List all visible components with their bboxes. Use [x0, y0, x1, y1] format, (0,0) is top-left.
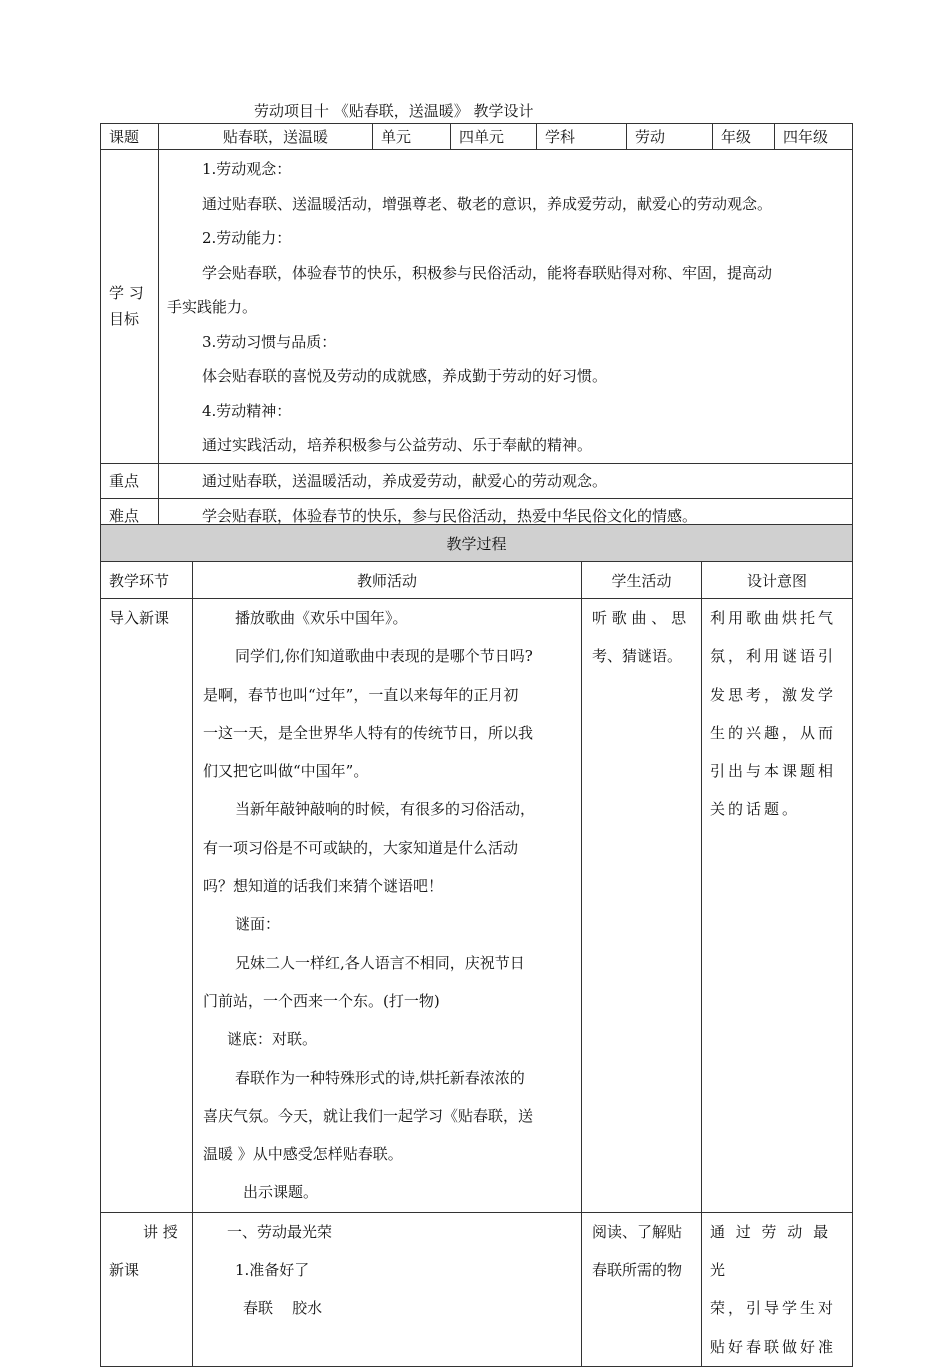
col-intent: 设计意图 [702, 562, 853, 599]
teacher-line: 一、劳动最光荣 [227, 1222, 333, 1241]
lesson-teacher [193, 1212, 582, 1366]
topic-label: 课题 [101, 124, 159, 150]
lesson-stage [101, 1212, 193, 1366]
teacher-line: 一这一天，是全世界华人特有的传统节日，所以我 [203, 723, 534, 742]
difficulty-label: 难点 [101, 498, 159, 533]
grade-label: 年级 [713, 124, 775, 150]
intent-line: 引出与本课题相 [710, 762, 837, 781]
teacher-line: 门前站，一个西来一个东。(打一物) [203, 991, 440, 1010]
student-line: 听 歌 曲 、 思 [592, 609, 687, 627]
objective-line: 2.劳动能力： [202, 229, 292, 247]
intro-stage: 导入新课 [101, 599, 193, 1213]
teacher-line: 谜底：对联。 [227, 1030, 318, 1049]
objective-line: 通过实践活动，培养积极参与公益劳动、乐于奉献的精神。 [202, 436, 593, 454]
lesson-row [101, 1212, 853, 1366]
key-point-label: 重点 [101, 463, 159, 498]
teacher-line: 同学们,你们知道歌曲中表现的是哪个节日吗? [235, 647, 533, 666]
objectives-label-line1: 学 习 [109, 284, 144, 303]
objectives-label-line2: 目标 [109, 310, 140, 329]
objective-line: 体会贴春联的喜悦及劳动的成就感，养成勤于劳动的好习惯。 [202, 367, 608, 385]
grade-value: 四年级 [775, 124, 853, 150]
lesson-intent [702, 1212, 853, 1366]
teacher-line: 1.准备好了 [235, 1261, 310, 1280]
objective-line: 1.劳动观念： [202, 160, 292, 178]
intro-intent [702, 599, 853, 1213]
intent-line: 荣，引导学生对 [710, 1299, 837, 1318]
teacher-line: 喜庆气氛。今天，就让我们一起学习《贴春联，送 [203, 1106, 534, 1125]
overview-table [100, 123, 853, 534]
process-heading-row [101, 525, 853, 562]
teacher-line: 春联作为一种特殊形式的诗,烘托新春浓浓的 [235, 1068, 525, 1087]
teacher-line: 兄妹二人一样红,各人语言不相同，庆祝节日 [235, 953, 525, 972]
process-heading: 教学过程 [101, 525, 853, 562]
intent-line: 生的兴趣，从而 [710, 723, 837, 742]
objectives-row [101, 150, 853, 464]
lesson-student [582, 1212, 702, 1366]
objectives-content [159, 150, 853, 464]
process-table [100, 524, 853, 1367]
unit-value: 四单元 [451, 124, 537, 150]
teacher-line: 当新年敲钟敲响的时候，有很多的习俗活动， [235, 800, 536, 819]
key-point-text: 通过贴春联，送温暖活动，养成爱劳动，献爱心的劳动观念。 [159, 463, 853, 498]
teacher-line: 有一项习俗是不可或缺的，大家知道是什么活动 [203, 838, 519, 857]
topic-value: 贴春联，送温暖 [159, 124, 373, 150]
col-teacher: 教师活动 [193, 562, 582, 599]
header-row [101, 124, 853, 150]
objective-line: 3.劳动习惯与品质： [202, 332, 337, 351]
lesson-stage-line2: 新课 [109, 1260, 140, 1279]
intent-line: 关的话题。 [710, 800, 801, 819]
teacher-line: 春联 胶水 [243, 1299, 323, 1318]
teacher-line: 谜面： [235, 915, 281, 934]
teacher-line: 温暖 》从中感受怎样贴春联。 [203, 1145, 403, 1164]
objective-line: 通过贴春联、送温暖活动，增强尊老、敬老的意识，养成爱劳动，献爱心的劳动观念。 [202, 194, 773, 213]
title-text: 劳动项目十 《贴春联，送温暖》 教学设计 [254, 102, 534, 120]
teacher-line: 吗？想知道的话我们来猜个谜语吧！ [203, 877, 444, 896]
intro-teacher [193, 599, 582, 1213]
objective-line: 4.劳动精神： [202, 401, 292, 420]
intent-line: 利用歌曲烘托气 [710, 609, 837, 627]
teacher-line: 出示课题。 [243, 1183, 319, 1202]
intent-line: 氛，利用谜语引 [710, 647, 837, 666]
subject-label: 学科 [537, 124, 627, 150]
col-stage: 教学环节 [101, 562, 193, 599]
intent-line: 发思考，激发学 [710, 685, 837, 704]
student-line: 阅读、了解贴 [592, 1222, 683, 1241]
col-student: 学生活动 [582, 562, 702, 599]
intro-student [582, 599, 702, 1213]
objectives-label [101, 150, 159, 464]
process-columns-row [101, 562, 853, 599]
objective-line: 学会贴春联，体验春节的快乐，积极参与民俗活动，能将春联贴得对称、牢固，提高动 [202, 263, 773, 282]
teacher-line: 是啊，春节也叫“过年”，一直以来每年的正月初 [203, 685, 519, 704]
subject-value: 劳动 [627, 124, 713, 150]
teacher-line: 播放歌曲《欢乐中国年》。 [235, 609, 408, 627]
difficulty-text: 学会贴春联，体验春节的快乐，参与民俗活动，热爱中华民俗文化的情感。 [159, 498, 853, 533]
objective-line: 手实践能力。 [167, 298, 258, 316]
lesson-stage-line1: 讲 授 [143, 1222, 178, 1241]
student-line: 春联所需的物 [592, 1261, 683, 1280]
unit-label: 单元 [373, 124, 451, 150]
intent-line: 贴好春联做好准 [710, 1337, 837, 1356]
student-line: 考、猜谜语。 [592, 647, 683, 666]
teacher-line: 们又把它叫做“中国年”。 [203, 762, 369, 781]
intent-line: 通 过 劳 动 最 光 [710, 1222, 832, 1280]
intro-row [101, 599, 853, 1213]
key-point-row [101, 463, 853, 498]
